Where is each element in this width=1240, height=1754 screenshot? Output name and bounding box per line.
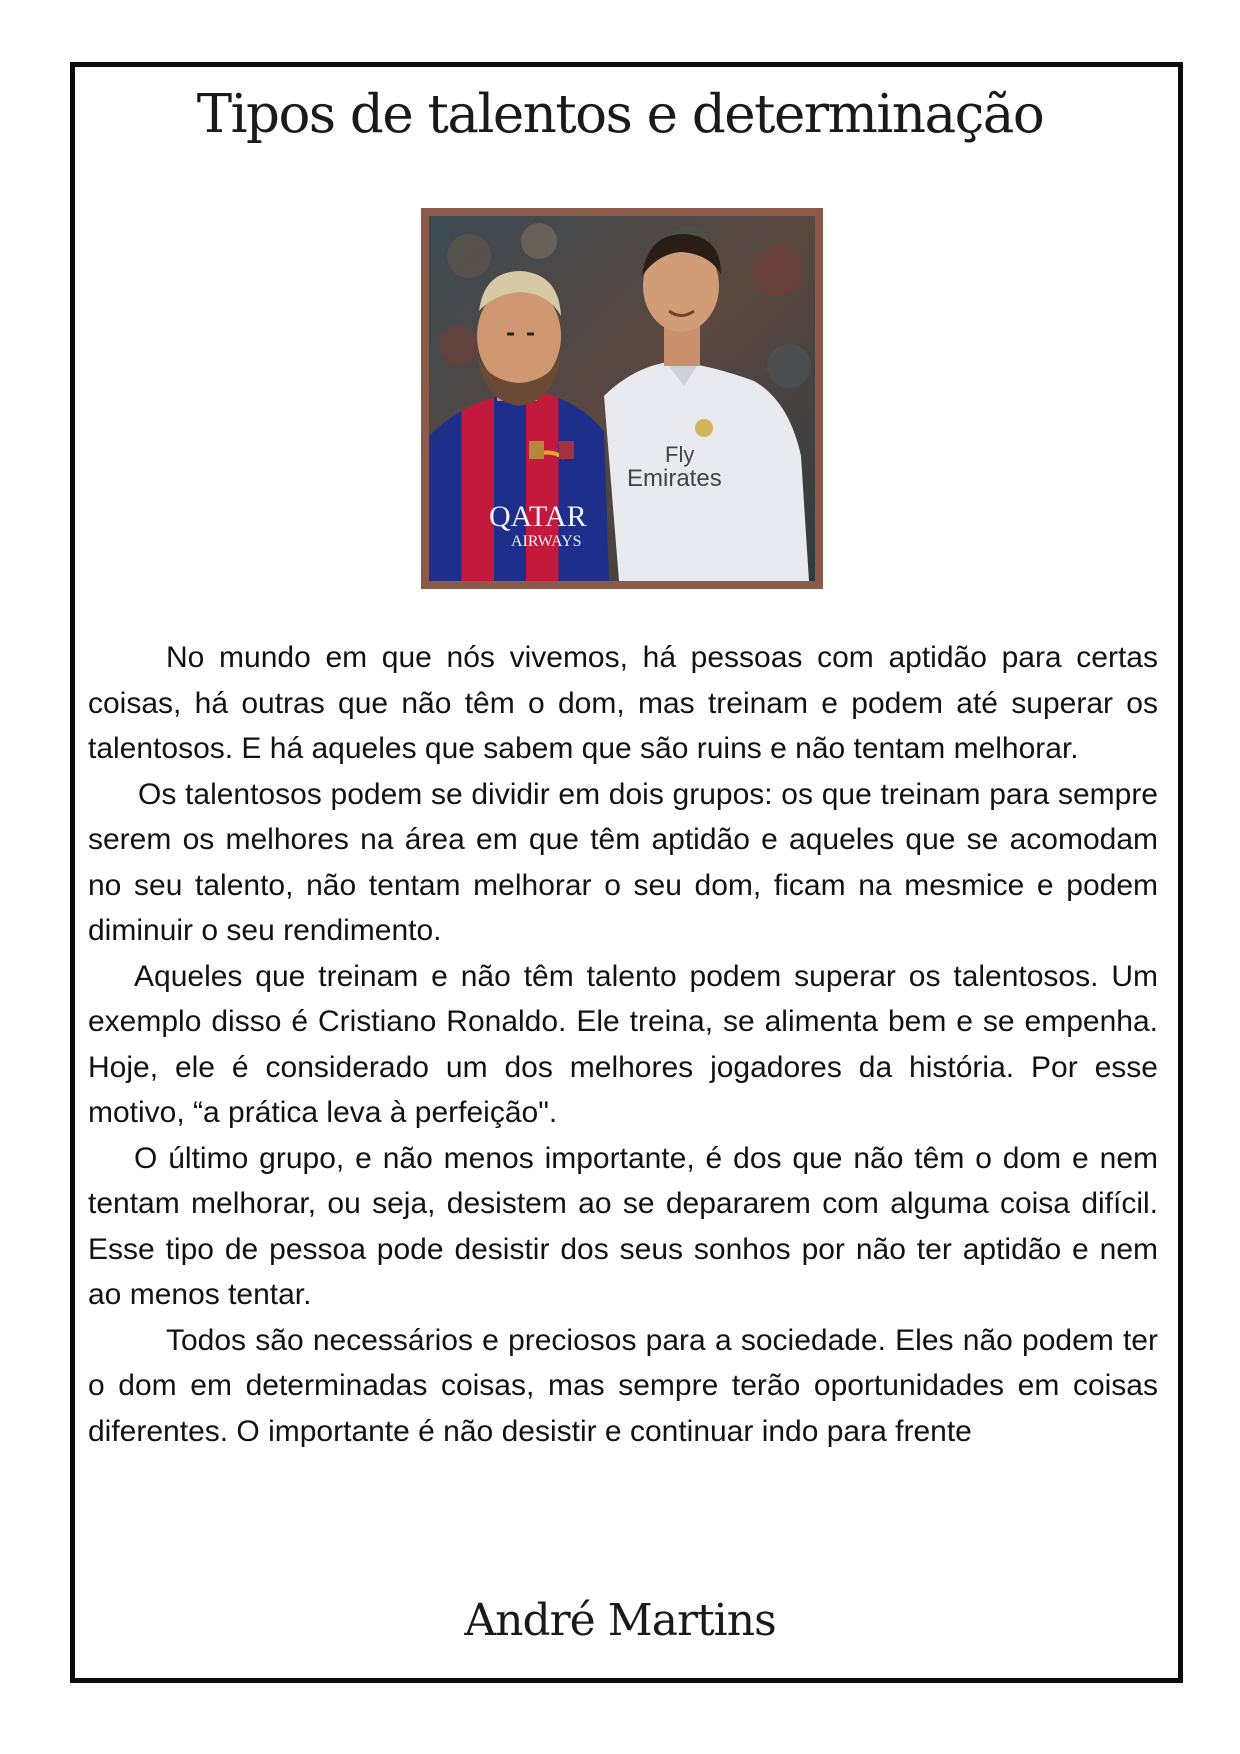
photo-frame	[421, 208, 823, 589]
document-title: Tipos de talentos e determinação	[196, 84, 1044, 145]
paragraph-5-text: Todos são necessários e preciosos para a sociedade. Eles não podem ter o dom em determinadas coisas, mas sempre terão oportunidades em coisas diferentes. O importante é não desistir e continuar indo para frente	[88, 1323, 1158, 1448]
author-name: André Martins	[464, 1595, 776, 1646]
paragraph-4-text: O último grupo, e não menos importante, é dos que não têm o dom e nem tentam melhorar, ou seja, desistem ao se depararem com alguma coisa difícil. Esse tipo de pessoa pode desistir dos seus sonhos por não ter aptidão e nem ao menos tentar.	[88, 1141, 1158, 1311]
paragraph-1-text: No mundo em que nós vivemos, há pessoas com aptidão para certas coisas, há outras que não têm o dom, mas treinam e podem até superar os talentosos. E há aqueles que sabem que são ruins e não tentam melhorar.	[88, 641, 1158, 765]
shirt-text-fly: Fly	[665, 442, 695, 467]
paragraph-3-text: Aqueles que treinam e não têm talento podem superar os talentosos. Um exemplo disso é Cristiano Ronaldo. Ele treina, se alimenta bem e se empenha. Hoje, ele é considerado um dos melhores jogadores da história. Por esse motivo, “a prática leva à perfeição".	[88, 959, 1158, 1129]
paragraph-1	[88, 635, 1158, 772]
shirt-text-emirates: Emirates	[627, 465, 722, 492]
paragraph-2-text: Os talentosos podem se dividir em dois grupos: os que treinam para sempre serem os melhores na área em que têm aptidão e aqueles que se acomodam no seu talento, não tentam melhorar o seu dom, ficam na mesmice e podem diminuir o seu rendimento.	[88, 777, 1158, 947]
paragraph-5	[88, 1318, 1158, 1455]
paragraph-4	[88, 1136, 1158, 1318]
body-text	[88, 635, 1158, 1454]
paragraph-3	[88, 954, 1158, 1136]
shirt-text-qatar: QATAR	[489, 500, 587, 533]
paragraph-2	[88, 772, 1158, 954]
football-players-photo	[429, 216, 815, 581]
shirt-text-airways: AIRWAYS	[511, 533, 582, 550]
